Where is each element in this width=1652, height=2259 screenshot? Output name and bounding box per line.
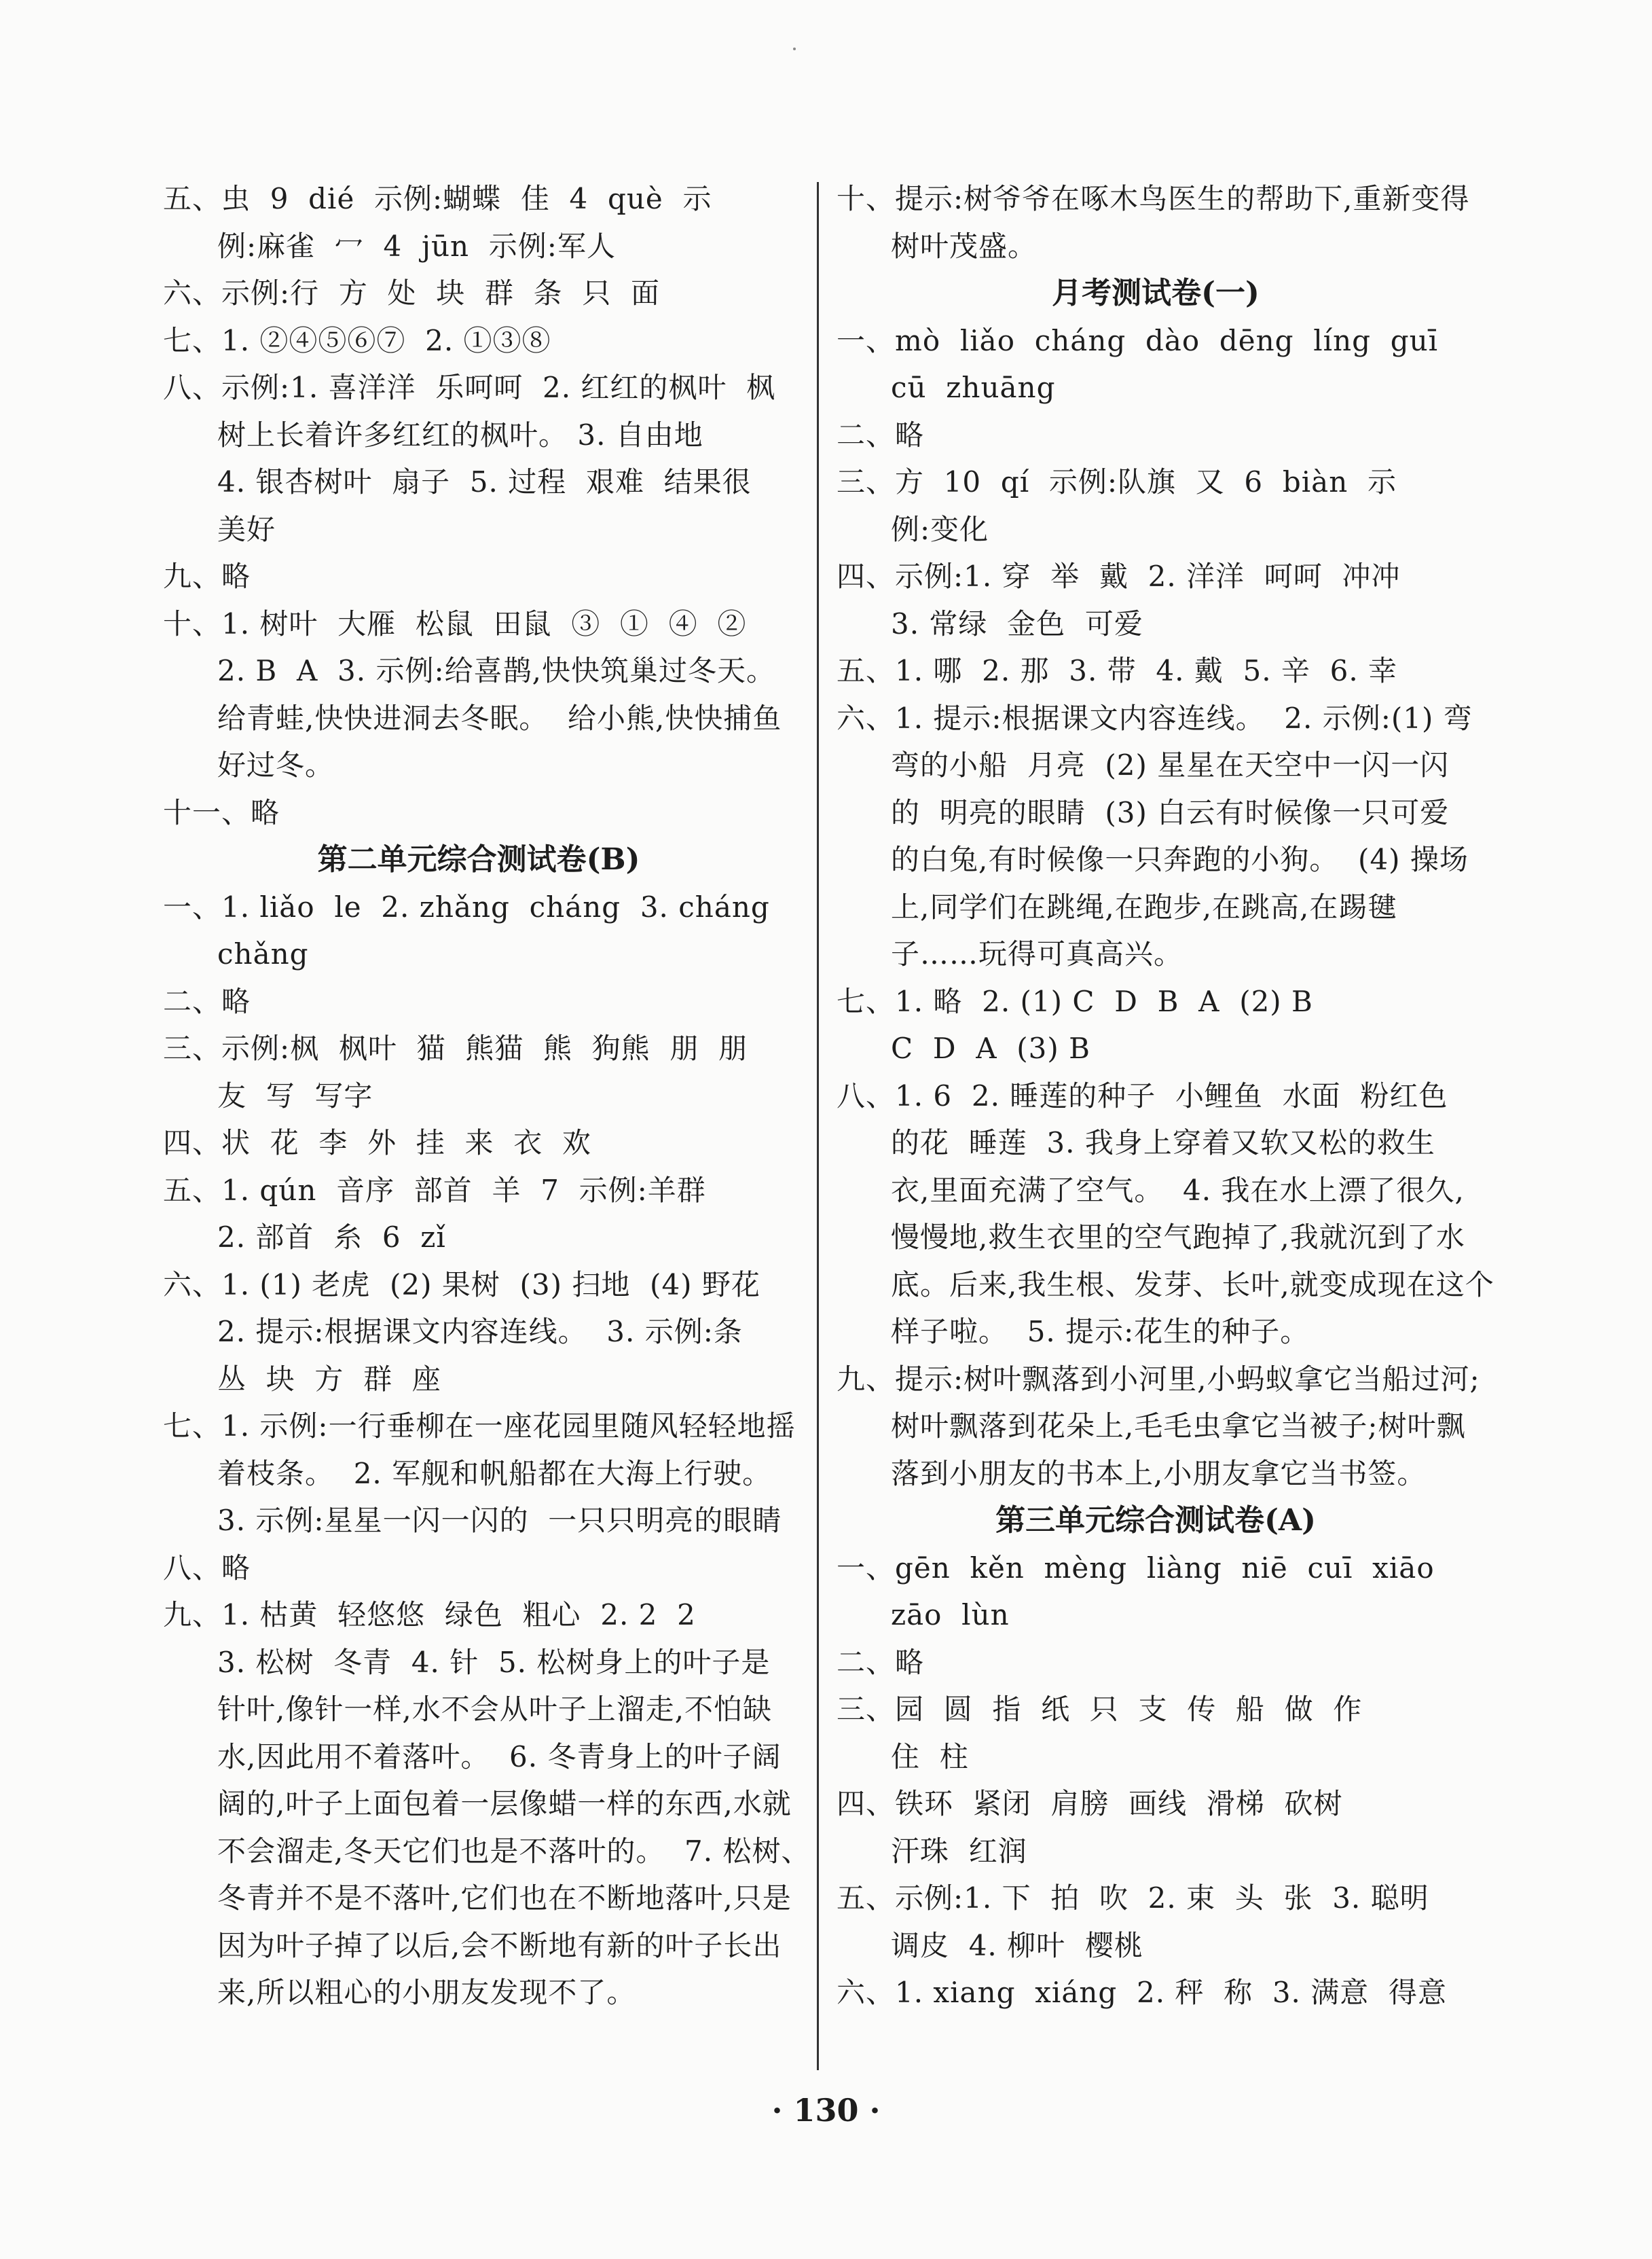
answer-line: 树上长着许多红红的枫叶。 3. 自由地 [217,418,703,452]
answer-line: 衣,里面充满了空气。 4. 我在水上漂了很久, [891,1173,1465,1207]
answer-line: 2. B A 3. 示例:给喜鹊,快快筑巢过冬天。 [217,654,775,687]
answer-line: zāo lùn [891,1598,1010,1631]
answer-line: 美好 [217,512,276,546]
answer-line: 九、提示:树叶飘落到小河里,小蚂蚁拿它当船过河; [837,1362,1480,1396]
answer-line: 给青蛙,快快进洞去冬眠。 给小熊,快快捕鱼 [217,701,782,735]
answer-line: 3. 松树 冬青 4. 针 5. 松树身上的叶子是 [217,1645,771,1679]
answer-line: 好过冬。 [217,748,335,782]
answer-line: 二、略 [837,1645,925,1679]
answer-line: 六、1. xiang xiáng 2. 秤 称 3. 满意 得意 [837,1976,1447,2009]
answer-line: 3. 常绿 金色 可爱 [891,607,1143,640]
answer-line: 九、略 [163,560,251,593]
answer-line: 三、示例:枫 枫叶 猫 熊猫 熊 狗熊 朋 朋 [163,1032,748,1065]
answer-line: 汗珠 红润 [891,1834,1027,1868]
section-heading: 第二单元综合测试卷(B) [317,842,640,877]
answer-line: 六、示例:行 方 处 块 群 条 只 面 [163,276,661,310]
answer-line: 的白兔,有时候像一只奔跑的小狗。 (4) 操场 [891,843,1469,876]
answer-line: 因为叶子掉了以后,会不断地有新的叶子长出 [217,1928,782,1962]
column-divider [817,182,819,2070]
answer-line: 上,同学们在跳绳,在跑步,在跳高,在踢毽 [891,890,1397,924]
answer-line: 七、1. ②④⑤⑥⑦ 2. ①③⑧ [163,323,551,357]
answer-line: 四、铁环 紧闭 肩膀 画线 滑梯 砍树 [837,1787,1343,1820]
answer-line: 五、1. 哪 2. 那 3. 带 4. 戴 5. 辛 6. 幸 [837,654,1398,687]
answer-line: 阔的,叶子上面包着一层像蜡一样的东西,水就 [217,1787,792,1820]
answer-line: 例:变化 [891,512,989,546]
answer-line: 底。后来,我生根、发芽、长叶,就变成现在这个 [891,1267,1494,1301]
answer-line: 2. 部首 糸 6 zǐ [217,1221,446,1254]
answer-line: 落到小朋友的书本上,小朋友拿它当书签。 [891,1456,1427,1490]
page-number: · 130 · [771,2092,881,2129]
answer-line: 子……玩得可真高兴。 [891,937,1183,971]
section-heading: 第三单元综合测试卷(A) [995,1503,1316,1538]
answer-line: 树叶茂盛。 [891,229,1038,263]
answer-line: 一、1. liǎo le 2. zhǎng cháng 3. cháng [163,890,770,924]
answer-line: 七、1. 示例:一行垂柳在一座花园里随风轻轻地摇 [163,1409,796,1443]
answer-line: 六、1. 提示:根据课文内容连线。 2. 示例:(1) 弯 [837,701,1473,735]
answer-line: 2. 提示:根据课文内容连线。 3. 示例:条 [217,1315,743,1348]
answer-line: 二、略 [837,418,925,452]
answer-line: 四、状 花 李 外 挂 来 衣 欢 [163,1126,591,1159]
answer-line: 调皮 4. 柳叶 樱桃 [891,1928,1143,1962]
answer-line: 八、略 [163,1551,251,1585]
answer-line: chǎng [217,937,309,971]
answer-line: 样子啦。 5. 提示:花生的种子。 [891,1315,1310,1348]
answer-line: cū zhuāng [891,371,1056,404]
answer-line: 四、示例:1. 穿 举 戴 2. 洋洋 呵呵 冲冲 [837,560,1401,593]
scan-speck [793,48,796,50]
answer-line: 3. 示例:星星一闪一闪的 一只只明亮的眼睛 [217,1504,782,1537]
answer-line: 不会溜走,冬天它们也是不落叶的。 7. 松树、 [217,1834,811,1868]
answer-line: 十、1. 树叶 大雁 松鼠 田鼠 ③ ① ④ ② [163,607,747,640]
answer-line: 住 柱 [891,1739,969,1773]
section-heading: 月考测试卷(一) [1052,276,1260,310]
answer-line: 一、mò liǎo cháng dào dēng líng guī [837,323,1439,357]
answer-line: 六、1. (1) 老虎 (2) 果树 (3) 扫地 (4) 野花 [163,1267,760,1301]
answer-line: 五、1. qún 音序 部首 羊 7 示例:羊群 [163,1173,706,1207]
answer-line: 树叶飘落到花朵上,毛毛虫拿它当被子;树叶飘 [891,1409,1466,1443]
answer-line: 一、gēn kěn mèng liàng niē cuī xiāo [837,1551,1435,1585]
answer-line: 十、提示:树爷爷在啄木鸟医生的帮助下,重新变得 [837,182,1470,215]
answer-line: 冬青并不是不落叶,它们也在不断地落叶,只是 [217,1881,792,1915]
answer-line: 弯的小船 月亮 (2) 星星在天空中一闪一闪 [891,748,1450,782]
answer-line: 三、方 10 qí 示例:队旗 又 6 biàn 示 [837,465,1397,499]
right-column [837,175,1494,2017]
answer-line: 慢慢地,救生衣里的空气跑掉了,我就沉到了水 [891,1221,1465,1254]
answer-line: 五、虫 9 dié 示例:蝴蝶 佳 4 què 示 [163,182,712,215]
answer-line: 例:麻雀 冖 4 jūn 示例:军人 [217,229,616,263]
answer-line: 三、园 圆 指 纸 只 支 传 船 做 作 [837,1693,1363,1726]
answer-line: 来,所以粗心的小朋友发现不了。 [217,1976,636,2009]
left-column [163,175,811,2017]
answer-line: 五、示例:1. 下 拍 吹 2. 束 头 张 3. 聪明 [837,1881,1429,1915]
answer-line: 八、1. 6 2. 睡莲的种子 小鲤鱼 水面 粉红色 [837,1079,1448,1113]
answer-line: 十一、略 [163,795,280,829]
answer-line: 的 明亮的眼睛 (3) 白云有时候像一只可爱 [891,795,1450,829]
answer-line: 二、略 [163,984,251,1018]
answer-line: 七、1. 略 2. (1) C D B A (2) B [837,984,1313,1018]
answer-line: 友 写 写字 [217,1079,373,1113]
answer-line: 九、1. 枯黄 轻悠悠 绿色 粗心 2. 2 2 [163,1598,696,1631]
answer-line: 丛 块 方 群 座 [217,1362,441,1396]
answer-line: C D A (3) B [891,1032,1090,1065]
answer-line: 4. 银杏树叶 扇子 5. 过程 艰难 结果很 [217,465,752,499]
answer-line: 水,因此用不着落叶。 6. 冬青身上的叶子阔 [217,1739,782,1773]
answer-line: 八、示例:1. 喜洋洋 乐呵呵 2. 红红的枫叶 枫 [163,371,776,404]
answer-line: 针叶,像针一样,水不会从叶子上溜走,不怕缺 [217,1693,773,1726]
answer-line: 的花 睡莲 3. 我身上穿着又软又松的救生 [891,1126,1435,1159]
answer-line: 着枝条。 2. 军舰和帆船都在大海上行驶。 [217,1456,772,1490]
